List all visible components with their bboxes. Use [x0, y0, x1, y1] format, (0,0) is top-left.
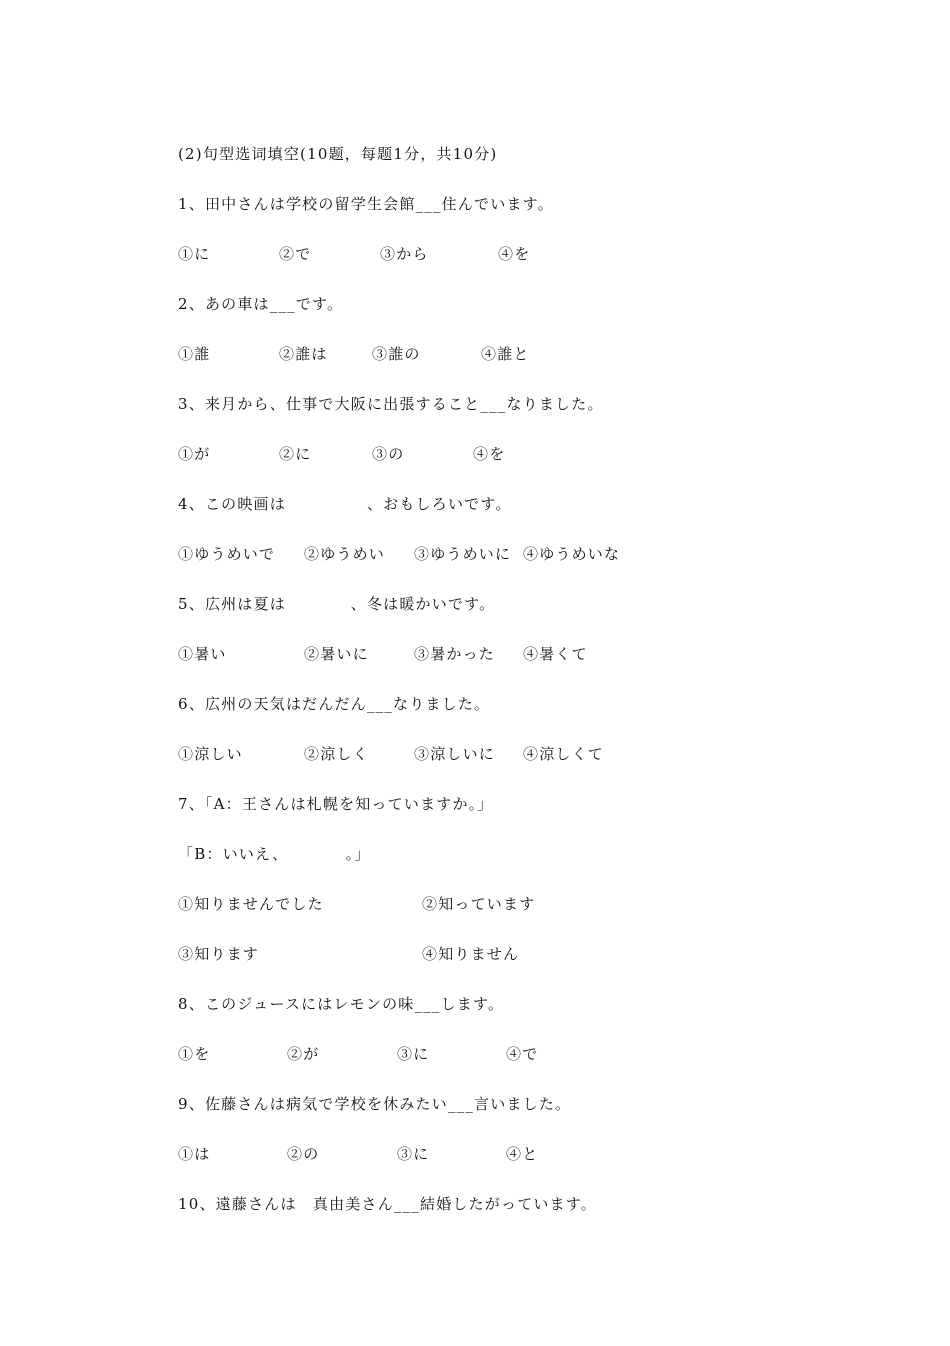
question-8-option-2: ②が: [287, 1045, 320, 1063]
question-4-option-3: ③ゆうめいに: [414, 545, 512, 563]
question-7-option-3: ③知ります: [178, 945, 260, 963]
question-6-option-2: ②涼しく: [304, 745, 369, 763]
question-5-text: 5、広州は夏は 、冬は暖かいです。: [178, 595, 496, 613]
question-7-option-2: ②知っています: [422, 895, 536, 913]
question-7-text-b: 「B：いいえ、 。」: [178, 845, 371, 863]
question-9-option-2: ②の: [287, 1145, 320, 1163]
question-8-option-1: ①を: [178, 1045, 211, 1063]
question-7-option-4: ④知りません: [422, 945, 520, 963]
question-1-text: 1、田中さんは学校の留学生会館___住んでいます。: [178, 195, 554, 213]
question-8-option-4: ④で: [506, 1045, 539, 1063]
question-6-option-3: ③涼しいに: [414, 745, 496, 763]
question-9-option-3: ③に: [397, 1145, 430, 1163]
question-3-option-1: ①が: [178, 445, 211, 463]
question-1-option-1: ①に: [178, 245, 211, 263]
question-6-option-1: ①涼しい: [178, 745, 243, 763]
question-4-option-4: ④ゆうめいな: [523, 545, 621, 563]
question-7-option-1: ①知りませんでした: [178, 895, 324, 913]
question-2-text: 2、あの車は___です。: [178, 295, 344, 313]
question-1-option-2: ②で: [279, 245, 312, 263]
question-1-option-3: ③から: [380, 245, 429, 263]
question-9-option-1: ①は: [178, 1145, 211, 1163]
question-6-text: 6、広州の天気はだんだん___なりました。: [178, 695, 491, 713]
question-2-option-1: ①誰: [178, 345, 211, 363]
question-2-option-4: ④誰と: [481, 345, 530, 363]
question-10-text: 10、遠藤さんは 真由美さん___結婚したがっています。: [178, 1195, 597, 1213]
question-2-option-2: ②誰は: [279, 345, 328, 363]
question-3-option-3: ③の: [372, 445, 405, 463]
question-8-option-3: ③に: [397, 1045, 430, 1063]
question-8-text: 8、このジュースにはレモンの味___します。: [178, 995, 505, 1013]
question-9-text: 9、佐藤さんは病気で学校を休みたい___言いました。: [178, 1095, 572, 1113]
section-title: (2)句型选词填空(10题，每题1分，共10分): [178, 145, 498, 163]
question-1-option-4: ④を: [498, 245, 531, 263]
question-5-option-2: ②暑いに: [304, 645, 369, 663]
question-3-text: 3、来月から、仕事で大阪に出張すること___なりました。: [178, 395, 604, 413]
question-5-option-3: ③暑かった: [414, 645, 496, 663]
question-5-option-4: ④暑くて: [523, 645, 588, 663]
question-3-option-2: ②に: [279, 445, 312, 463]
question-3-option-4: ④を: [473, 445, 506, 463]
question-5-option-1: ①暑い: [178, 645, 227, 663]
question-7-text: 7、「A：王さんは札幌を知っていますか。」: [178, 795, 494, 813]
question-4-option-1: ①ゆうめいで: [178, 545, 276, 563]
question-4-text: 4、この映画は 、おもしろいです。: [178, 495, 512, 513]
question-9-option-4: ④と: [506, 1145, 539, 1163]
question-4-option-2: ②ゆうめい: [304, 545, 386, 563]
question-6-option-4: ④涼しくて: [523, 745, 605, 763]
question-2-option-3: ③誰の: [372, 345, 421, 363]
